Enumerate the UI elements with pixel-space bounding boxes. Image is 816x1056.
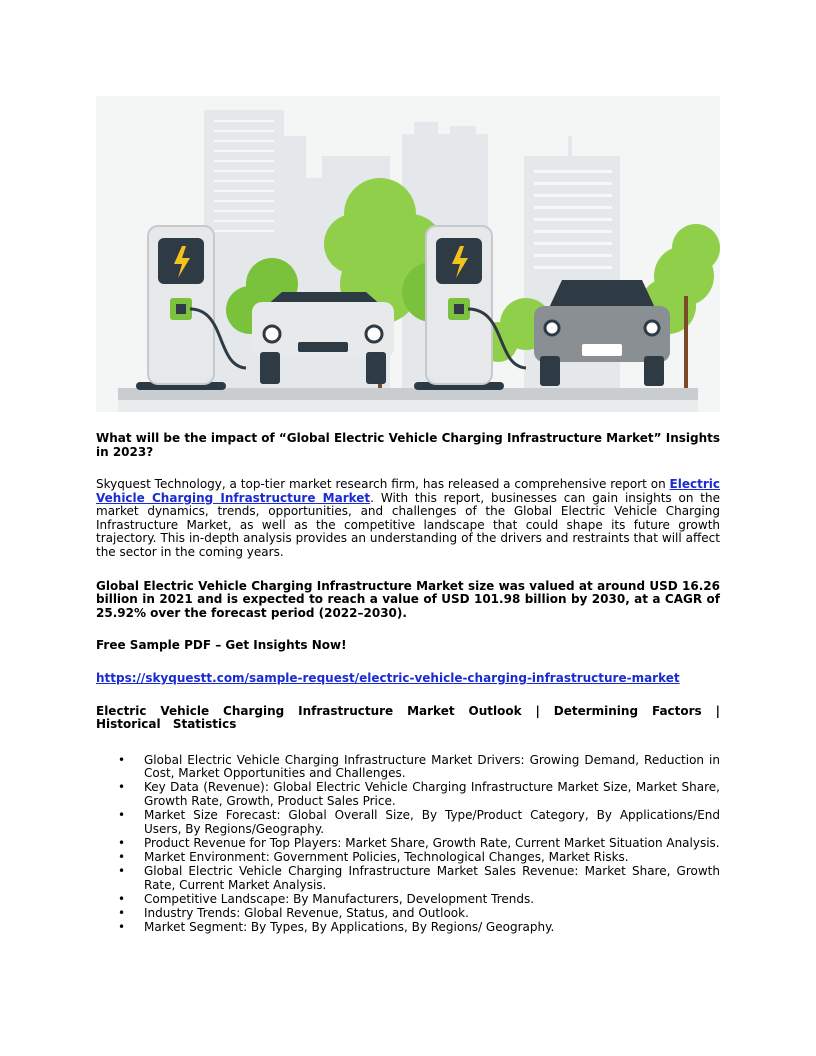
list-item-text: Market Segment: By Types, By Applications, By Regions/ Geography. — [144, 919, 555, 934]
list-item — [96, 865, 720, 892]
bullet-icon: • — [118, 835, 126, 850]
list-item — [96, 809, 720, 836]
intro-text-before: Skyquest Technology, a top-tier market research firm, has released a comprehensive report on — [96, 477, 670, 491]
bullet-icon: • — [118, 780, 126, 795]
bullet-icon: • — [118, 752, 126, 767]
bullet-icon: • — [118, 919, 126, 934]
list-item-text: Market Environment: Government Policies, Technological Changes, Market Risks. — [144, 849, 629, 864]
outlook-heading: Electric Vehicle Charging Infrastructure Market Outlook | Determining Factors | Historical Statistics — [96, 703, 720, 732]
list-item — [96, 893, 720, 907]
bullet-icon: • — [118, 849, 126, 864]
bullet-icon: • — [118, 891, 126, 906]
list-item-text: Global Electric Vehicle Charging Infrastructure Market Sales Revenue: Market Share, Growth Rate, Current Market Analysis. — [144, 863, 720, 892]
intro-paragraph — [96, 478, 720, 560]
list-item-text: Industry Trends: Global Revenue, Status, and Outlook. — [144, 905, 469, 920]
free-sample-line: Free Sample PDF – Get Insights Now! — [96, 638, 347, 653]
list-item — [96, 851, 720, 865]
list-item-text: Global Electric Vehicle Charging Infrastructure Market Drivers: Growing Demand, Reduction in Cost, Market Opportunities and Challenges. — [144, 752, 720, 781]
ev-charging-illustration — [96, 96, 720, 412]
document-page — [96, 96, 720, 935]
list-item-text: Competitive Landscape: By Manufacturers, Development Trends. — [144, 891, 535, 906]
question-heading: What will be the impact of “Global Electric Vehicle Charging Infrastructure Market” Insights in 2023? — [96, 431, 720, 459]
list-item-text: Market Size Forecast: Global Overall Size, By Type/Product Category, By Applications/End Users, By Regions/Geography. — [144, 808, 720, 836]
list-item — [96, 907, 720, 921]
market-size-paragraph: Global Electric Vehicle Charging Infrastructure Market size was valued at around USD 16.26 billion in 2021 and is expected to reach a value of USD 101.98 billion by 2030, at a CAGR of 25.92% over the forecast period (2022–2030). — [96, 578, 720, 620]
sample-request-line — [96, 672, 720, 686]
outlook-bullet-list — [96, 754, 720, 935]
list-item — [96, 754, 720, 781]
bullet-icon: • — [118, 808, 126, 823]
list-item-text: Key Data (Revenue): Global Electric Vehicle Charging Infrastructure Market Size, Market Share, Growth Rate, Growth, Product Sales Price. — [144, 780, 720, 808]
list-item — [96, 781, 720, 808]
list-item — [96, 921, 720, 935]
market-report-link[interactable]: Electric Vehicle Charging Infrastructure Market — [96, 477, 720, 505]
list-item — [96, 837, 720, 851]
sample-request-link[interactable]: https://skyquestt.com/sample-request/electric-vehicle-charging-infrastructure-market — [96, 670, 680, 685]
list-item-text: Product Revenue for Top Players: Market Share, Growth Rate, Current Market Situation Analysis. — [144, 835, 720, 850]
bullet-icon: • — [118, 905, 126, 920]
bullet-icon: • — [118, 863, 126, 878]
intro-text-after: . With this report, businesses can gain insights on the market dynamics, trends, opportunities, and challenges of the Global Electric Vehicle Charging Infrastructure Market, as well as the competitive landscape that could shape its future growth trajectory. This in-depth analysis provides an understanding of the drivers and restraints that will affect the sector in the coming years. — [96, 490, 720, 559]
